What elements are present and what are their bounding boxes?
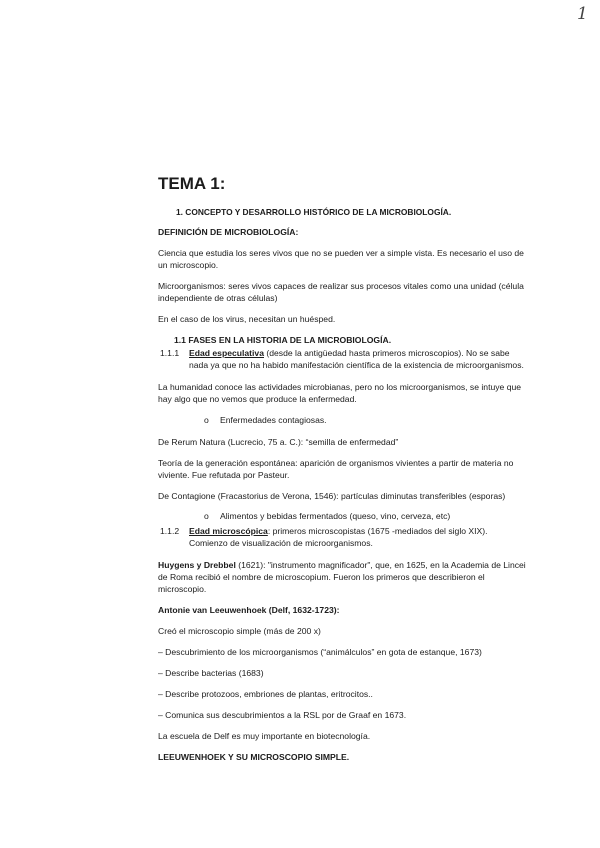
section-heading: 1. CONCEPTO Y DESARROLLO HISTÓRICO DE LA MICROBIOLOGÍA. [176,207,452,217]
subsection-heading: 1.1 FASES EN LA HISTORIA DE LA MICROBIOLOGÍA. [174,335,392,345]
item-description: : primeros microscopistas (1675 -mediados del siglo XIX). Comienzo de visualización de microorganismos. [189,526,488,548]
paragraph-microorganisms: Microorganismos: seres vivos capaces de realizar sus procesos vitales como una unidad (célula independiente de otras células) [158,281,524,303]
final-heading: LEEUWENHOEK Y SU MICROSCOPIO SIMPLE. [158,752,350,762]
numbered-item-1 [160,347,528,371]
document-body [158,174,528,772]
numbered-item-2 [160,525,528,549]
definition-heading: DEFINICIÓN DE MICROBIOLOGÍA: [158,227,299,237]
paragraph-rerum-natura: De Rerum Natura (Lucrecio, 75 a. C.): “semilla de enfermedad” [158,437,399,447]
bullet-item-1 [204,414,528,426]
bullet-glyph: o [204,511,209,521]
paragraph-huygens [158,559,528,595]
item-number: 1.1.1 [160,348,180,358]
item-number: 1.1.2 [160,526,180,536]
paragraph-spontaneous-generation: Teoría de la generación espontánea: aparición de organismos vivientes a partir de materia no viviente. Fue refutada por Pasteur. [158,458,514,480]
bullet-item-2 [204,510,528,522]
paragraph-rsl: – Comunica sus descubrimientos a la RSL por de Graaf en 1673. [158,710,407,720]
item-term: Edad microscópica [189,526,268,536]
bullet-text: Alimentos y bebidas fermentados (queso, vino, cerveza, etc) [220,511,451,521]
paragraph-humanity: La humanidad conoce las actividades microbianas, pero no los microorganismos, se intuye que hay algo que no vemos que produce la enfermedad. [158,382,522,404]
leeuwenhoek-heading: Antonie van Leeuwenhoek (Delf, 1632-1723): [158,605,340,615]
paragraph-simple-microscope: Creó el microscopio simple (más de 200 x) [158,626,321,636]
paragraph-bold-lead: Huygens y Drebbel [158,560,236,570]
item-text [189,347,528,371]
item-term: Edad especulativa [189,348,264,358]
paragraph-delf-school: La escuela de Delf es muy importante en biotecnología. [158,731,371,741]
bullet-text: Enfermedades contagiosas. [220,415,327,425]
item-description: (desde la antigüedad hasta primeros microscopios). No se sabe nada ya que no ha habido manifestación científica de la existencia de microorganismos. [189,348,524,370]
page-title: TEMA 1: [158,174,226,193]
paragraph-definition: Ciencia que estudia los seres vivos que no se pueden ver a simple vista. Es necesario el uso de un microscopio. [158,248,524,270]
page-number: 1 [577,4,588,24]
bullet-glyph: o [204,415,209,425]
paragraph-protozoa: – Describe protozoos, embriones de plantas, eritrocitos.. [158,689,373,699]
paragraph-rest: (1621): "instrumento magnificador", que, en 1625, en la Academia de Lincei de Roma recibió el nombre de microscopium. Fueron los primeros que describieron el microscopio. [158,560,526,594]
paragraph-virus: En el caso de los virus, necesitan un huésped. [158,314,336,324]
item-text [189,525,528,549]
paragraph-discovery: – Descubrimiento de los microorganismos (“animálculos” en gota de estanque, 1673) [158,647,482,657]
paragraph-bacteria: – Describe bacterias (1683) [158,668,264,678]
paragraph-contagione: De Contagione (Fracastorius de Verona, 1546): partículas diminutas transferibles (esporas) [158,491,506,501]
